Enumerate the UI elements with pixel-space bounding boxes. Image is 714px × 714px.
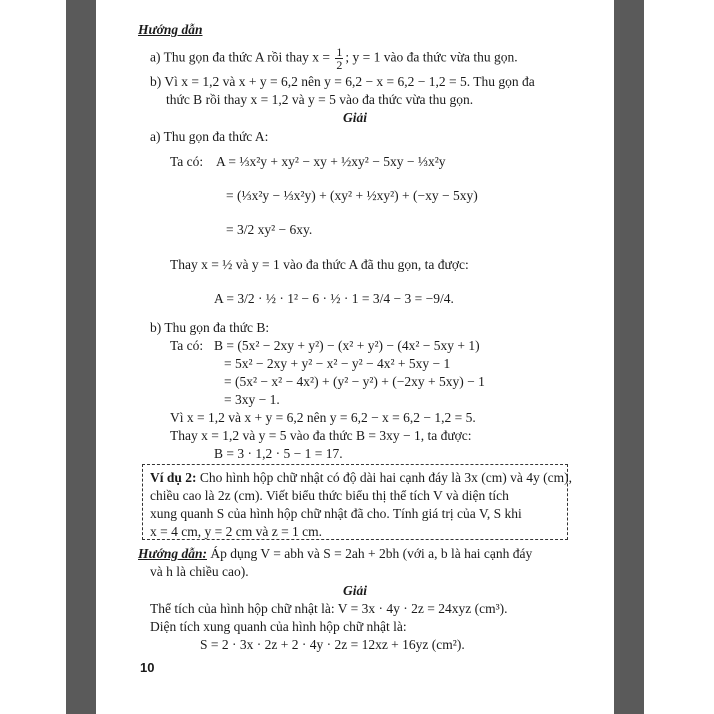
huong-dan-a: a) Thu gọn đa thức A rồi thay x = $\frac{1}{2}$ ; y = 1 vào đa thức vừa thu gọn. (150, 45, 518, 72)
huong-dan-2-line1: Hướng dẫn: Áp dụng V = abh và S = 2ah + 2bh (với a, b là hai cạnh đáy (138, 546, 533, 561)
giai-2-line1: Thể tích của hình hộp chữ nhật là: V = 3x · 4y · 2z = 24xyz (cm³). (150, 601, 508, 616)
A-line-1: A = ⅓x²y + xy² − xy + ½xy² − 5xy − ⅓x²y (216, 154, 446, 169)
B-line-2: = 5x² − 2xy + y² − x² − y² − 4x² + 5xy − 1 (224, 356, 451, 371)
left-dark-margin (66, 0, 96, 714)
B-line-1: B = (5x² − 2xy + y²) − (x² + y²) − (4x² − 5xy + 1) (214, 338, 480, 353)
thay-b: Thay x = 1,2 và y = 5 vào đa thức B = 3xy − 1, ta được: (170, 428, 472, 443)
giai-2-line3: S = 2 · 3x · 2z + 2 · 4y · 2z = 12xz + 16yz (cm²). (200, 637, 465, 652)
A-line-3: = 3/2 xy² − 6xy. (226, 222, 313, 237)
huong-dan-b-line2: thức B rồi thay x = 1,2 và y = 5 vào đa thức vừa thu gọn. (166, 92, 474, 107)
part-a-heading: a) Thu gọn đa thức A: (150, 129, 269, 144)
A-value: A = 3/2 · ½ · 1² − 6 · ½ · 1 = 3/4 − 3 = −9/4. (214, 291, 454, 306)
huong-dan-2-line2: và h là chiều cao). (150, 564, 249, 579)
ta-co-label-a: Ta có: (170, 154, 204, 169)
example-2-line4: x = 4 cm, y = 2 cm và z = 1 cm. (150, 524, 323, 539)
example-2-line2: chiều cao là 2z (cm). Viết biểu thức biểu thị thể tích V và diện tích (150, 488, 509, 503)
page-number: 10 (140, 660, 155, 675)
example-2-line3: xung quanh S của hình hộp chữ nhật đã cho. Tính giá trị của V, S khi (150, 506, 522, 521)
giai-2-line2: Diện tích xung quanh của hình hộp chữ nhật là: (150, 619, 407, 634)
thay-a: Thay x = ½ và y = 1 vào đa thức A đã thu gọn, ta được: (170, 257, 469, 272)
book-page (96, 0, 614, 714)
huong-dan-heading: Hướng dẫn (138, 22, 203, 37)
A-line-2: = (⅓x²y − ⅓x²y) + (xy² + ½xy²) + (−xy − 5xy) (226, 188, 478, 203)
giai-heading-2: Giải (342, 583, 367, 598)
vi-line: Vì x = 1,2 và x + y = 6,2 nên y = 6,2 − x = 6,2 − 1,2 = 5. (170, 410, 476, 425)
example-2-line1: Ví dụ 2: Cho hình hộp chữ nhật có độ dài hai cạnh đáy là 3x (cm) và 4y (cm), (150, 470, 572, 485)
ta-co-label-b: Ta có: (170, 338, 204, 353)
example-2-label: Ví dụ 2: (150, 470, 197, 485)
huong-dan-b-line1: b) Vì x = 1,2 và x + y = 6,2 nên y = 6,2 − x = 6,2 − 1,2 = 5. Thu gọn đa (150, 74, 535, 89)
part-b-heading: b) Thu gọn đa thức B: (150, 320, 270, 335)
huong-dan-2-label: Hướng dẫn: (138, 546, 207, 561)
B-line-3: = (5x² − x² − 4x²) + (y² − y²) + (−2xy + 5xy) − 1 (224, 374, 485, 389)
giai-heading-1: Giải (342, 110, 367, 125)
B-value: B = 3 · 1,2 · 5 − 1 = 17. (214, 446, 343, 461)
right-dark-margin (614, 0, 644, 714)
B-line-4: = 3xy − 1. (224, 392, 280, 407)
